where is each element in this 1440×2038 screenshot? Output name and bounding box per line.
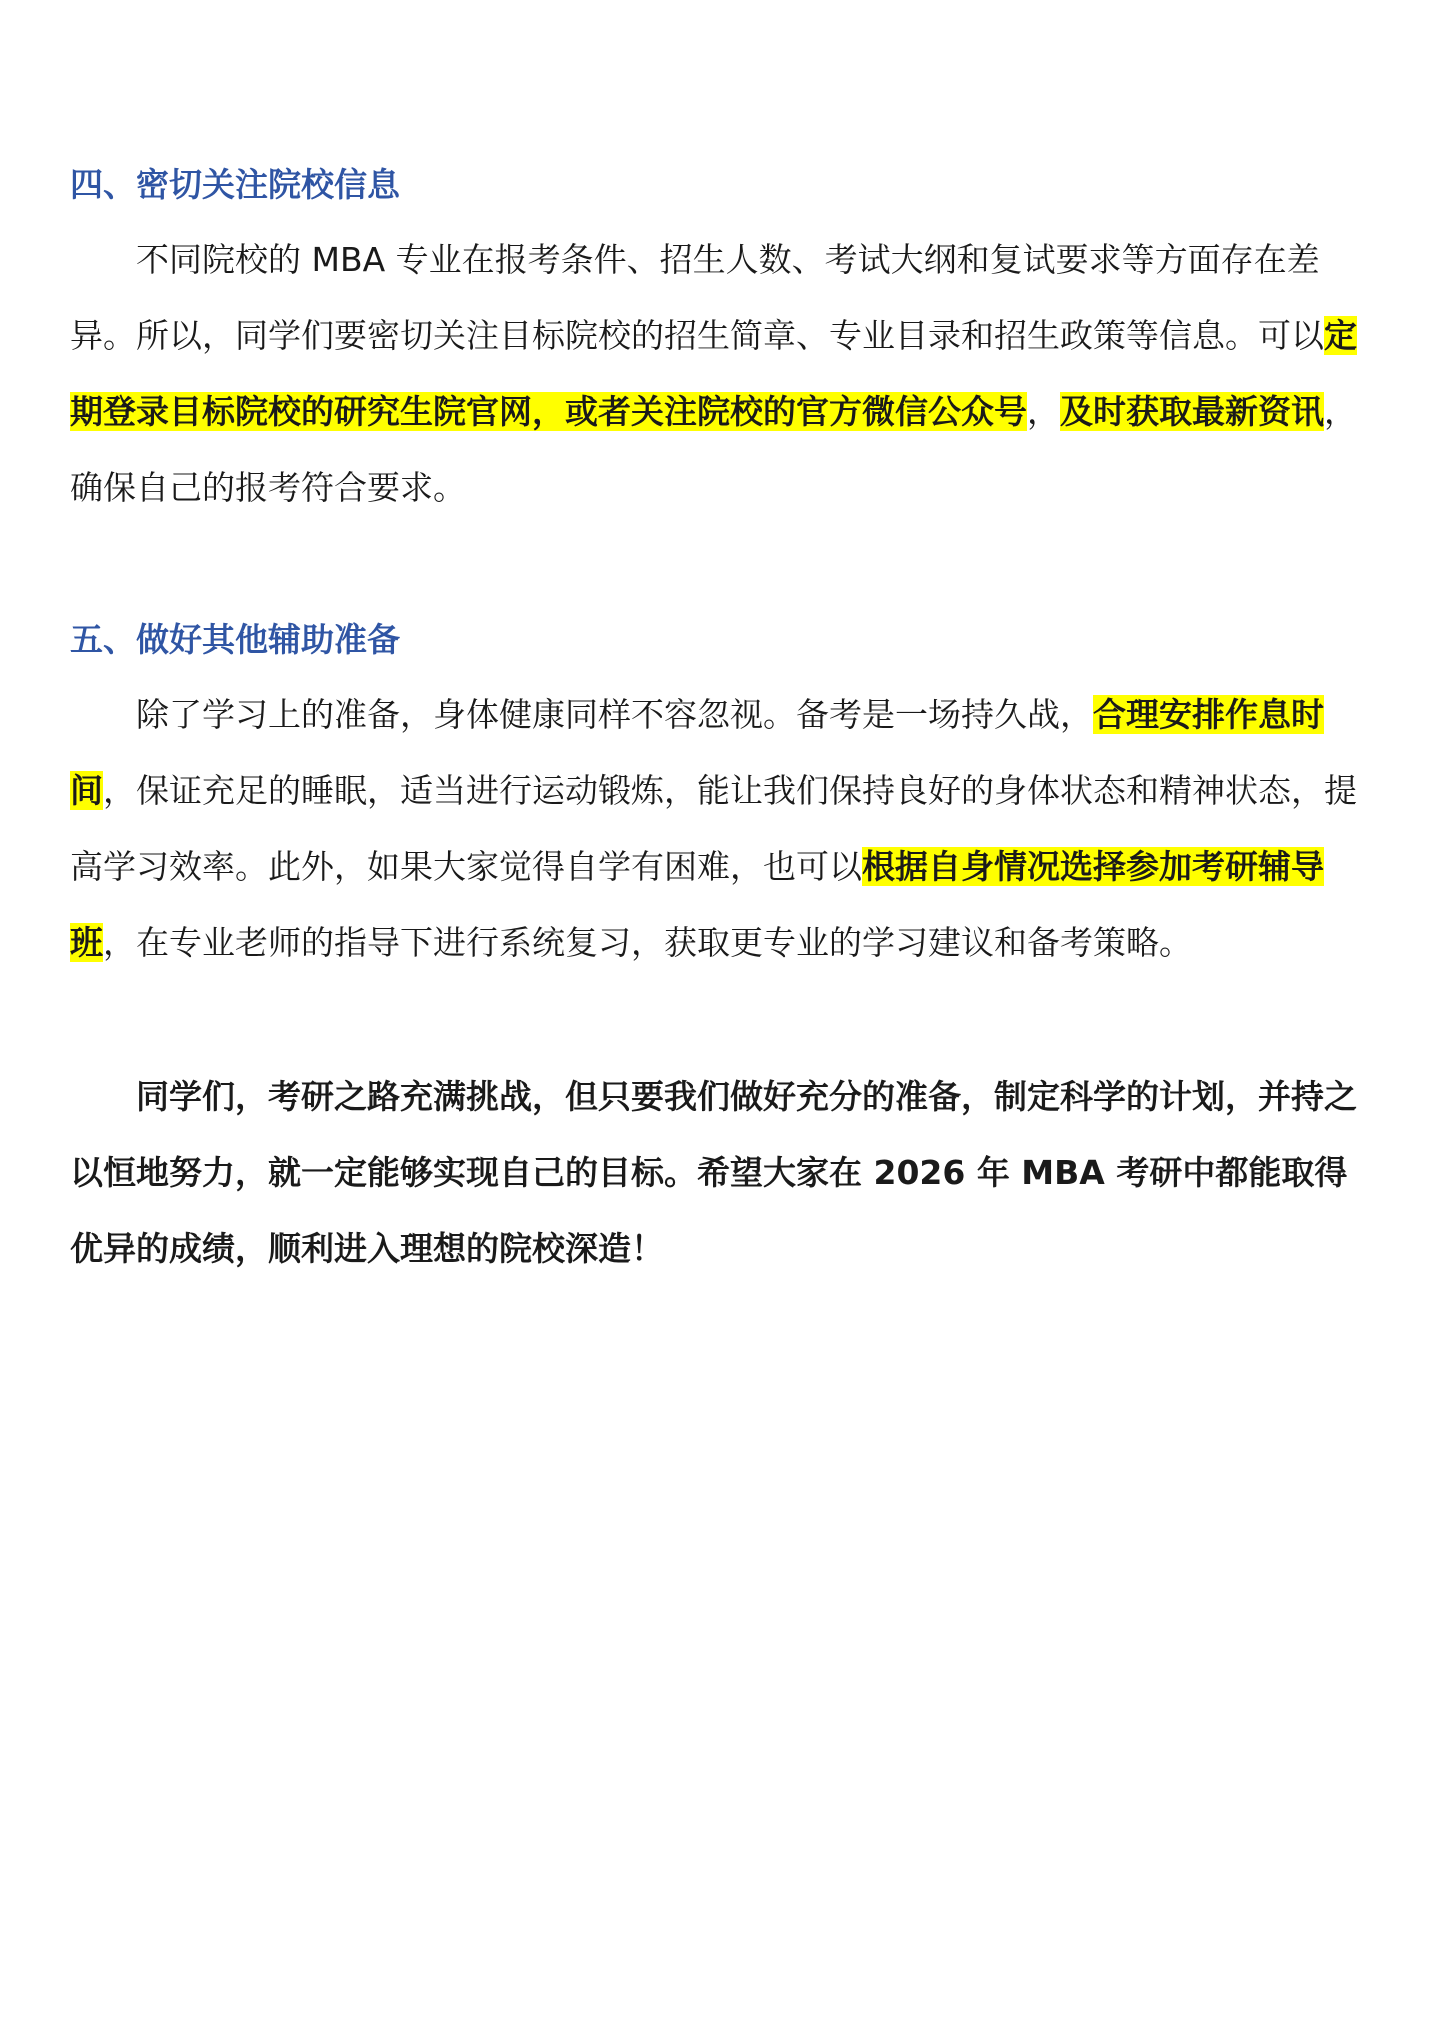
section5-highlight-1: 合理安排作息时间	[70, 695, 1324, 810]
section4-paragraph	[70, 222, 1380, 526]
section4-highlight-2: 及时获取最新资讯	[1060, 392, 1324, 431]
section4-text-a: 不同院校的 MBA 专业在报考条件、招生人数、考试大纲和复试要求等方面存在差异。所以，同学们要密切关注目标院校的招生简章、专业目录和招生政策等信息。可以	[70, 240, 1324, 355]
section5-heading: 五、做好其他辅助准备	[70, 620, 400, 659]
section5-paragraph	[70, 677, 1380, 981]
section4-highlight-1: 定期登录目标院校的研究生院官网，或者关注院校的官方微信公众号	[70, 316, 1357, 431]
section5-text-b: ，保证充足的睡眠，适当进行运动锻炼，能让我们保持良好的身体状态和精神状态，提高学习效率。此外，如果大家觉得自学有困难，也可以	[70, 771, 1357, 886]
section4-heading: 四、密切关注院校信息	[70, 165, 400, 204]
section4-text-mid: ，	[1027, 392, 1060, 431]
closing-paragraph: 同学们，考研之路充满挑战，但只要我们做好充分的准备，制定科学的计划，并持之以恒地努力，就一定能够实现自己的目标。希望大家在 2026 年 MBA 考研中都能取得优异的成绩，顺利进入理想的院校深造！	[70, 1077, 1357, 1268]
section5-highlight-2: 根据自身情况选择参加考研辅导班	[70, 847, 1324, 962]
section4-text-b: ，确保自己的报考符合要求。	[70, 392, 1357, 507]
section5-text-a: 除了学习上的准备，身体健康同样不容忽视。备考是一场持久战，	[136, 695, 1093, 734]
section5-text-c: ，在专业老师的指导下进行系统复习，获取更专业的学习建议和备考策略。	[103, 923, 1192, 962]
